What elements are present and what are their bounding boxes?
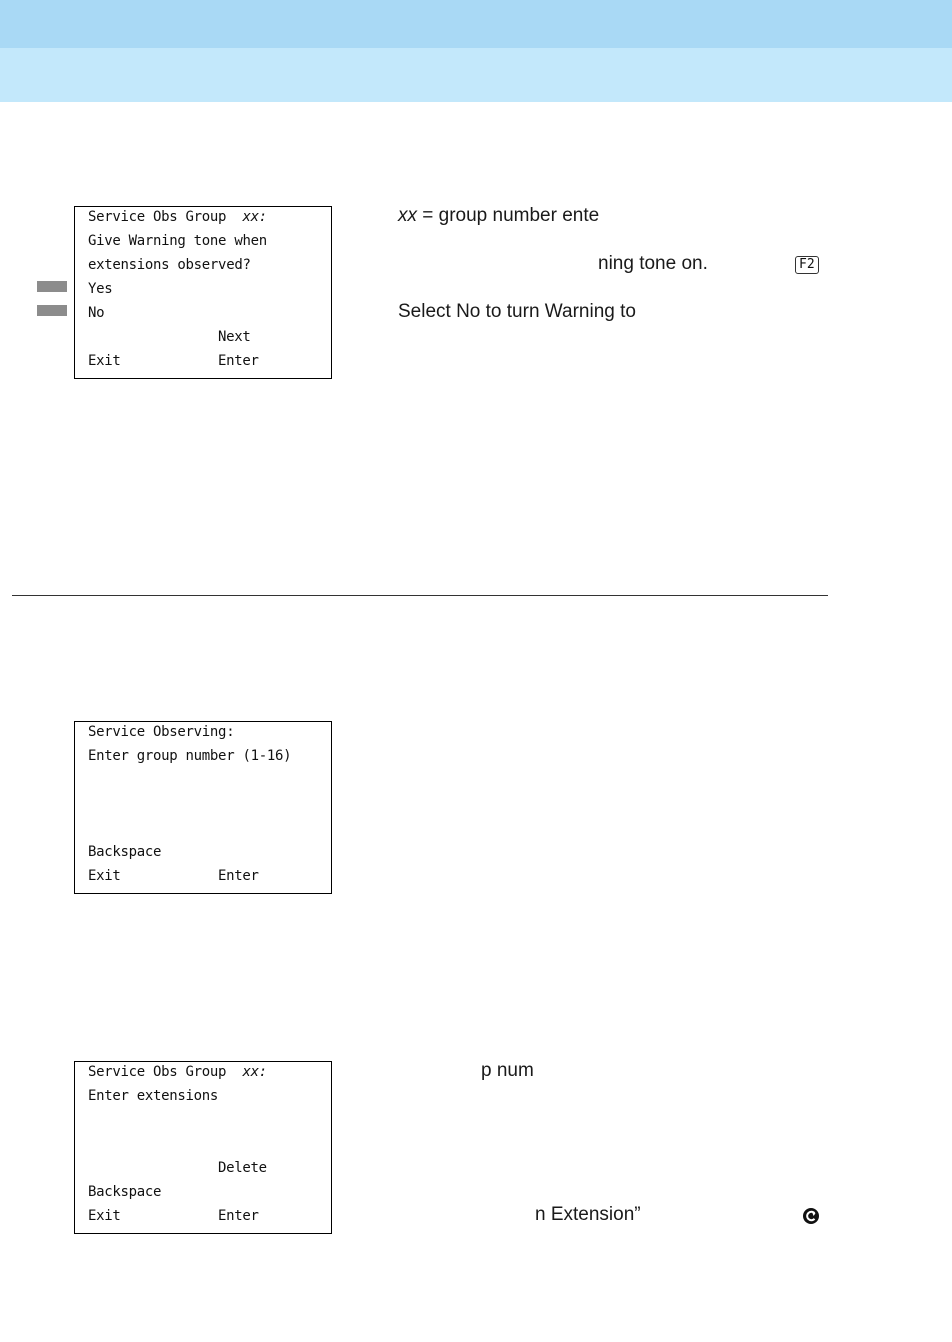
backspace-softkey-label[interactable]: Backspace — [88, 1184, 162, 1200]
instruction-warning-off: Select No to turn Warning to — [398, 301, 636, 322]
display-enter-extensions — [74, 1061, 332, 1234]
display-title: Service Obs Group xx: — [88, 209, 267, 225]
text-fragment: n Extension” — [535, 1204, 641, 1225]
exit-softkey-label[interactable]: Exit — [88, 1208, 121, 1224]
section-divider — [12, 595, 828, 596]
display-title: Service Obs Group xx: — [88, 1064, 267, 1080]
enter-softkey-label[interactable]: Enter — [218, 1208, 259, 1224]
header-band-bottom — [0, 48, 952, 102]
softkey-no-button[interactable] — [37, 305, 67, 316]
instruction-warning-on: ning tone on. — [598, 253, 708, 274]
text-fragment: p num — [481, 1060, 534, 1081]
exit-softkey-label[interactable]: Exit — [88, 868, 121, 884]
option-yes[interactable]: Yes — [88, 281, 113, 297]
display-line: Give Warning tone when — [88, 233, 267, 249]
exit-softkey-label[interactable]: Exit — [88, 353, 121, 369]
backspace-softkey-label[interactable]: Backspace — [88, 844, 162, 860]
f2-key: F2 — [795, 256, 819, 274]
continue-arrow-icon — [802, 1207, 820, 1225]
display-title: Service Observing: — [88, 724, 235, 740]
display-line: extensions observed? — [88, 257, 251, 273]
next-softkey-label[interactable]: Next — [218, 329, 251, 345]
delete-softkey-label[interactable]: Delete — [218, 1160, 267, 1176]
enter-softkey-label[interactable]: Enter — [218, 353, 259, 369]
enter-softkey-label[interactable]: Enter — [218, 868, 259, 884]
display-line: Enter extensions — [88, 1088, 219, 1104]
header-band-top — [0, 0, 952, 48]
display-warning-tone — [74, 206, 332, 379]
softkey-yes-button[interactable] — [37, 281, 67, 292]
display-service-observing — [74, 721, 332, 894]
display-line: Enter group number (1-16) — [88, 748, 292, 764]
option-no[interactable]: No — [88, 305, 105, 321]
group-number-note: xx = group number ente — [398, 205, 600, 226]
